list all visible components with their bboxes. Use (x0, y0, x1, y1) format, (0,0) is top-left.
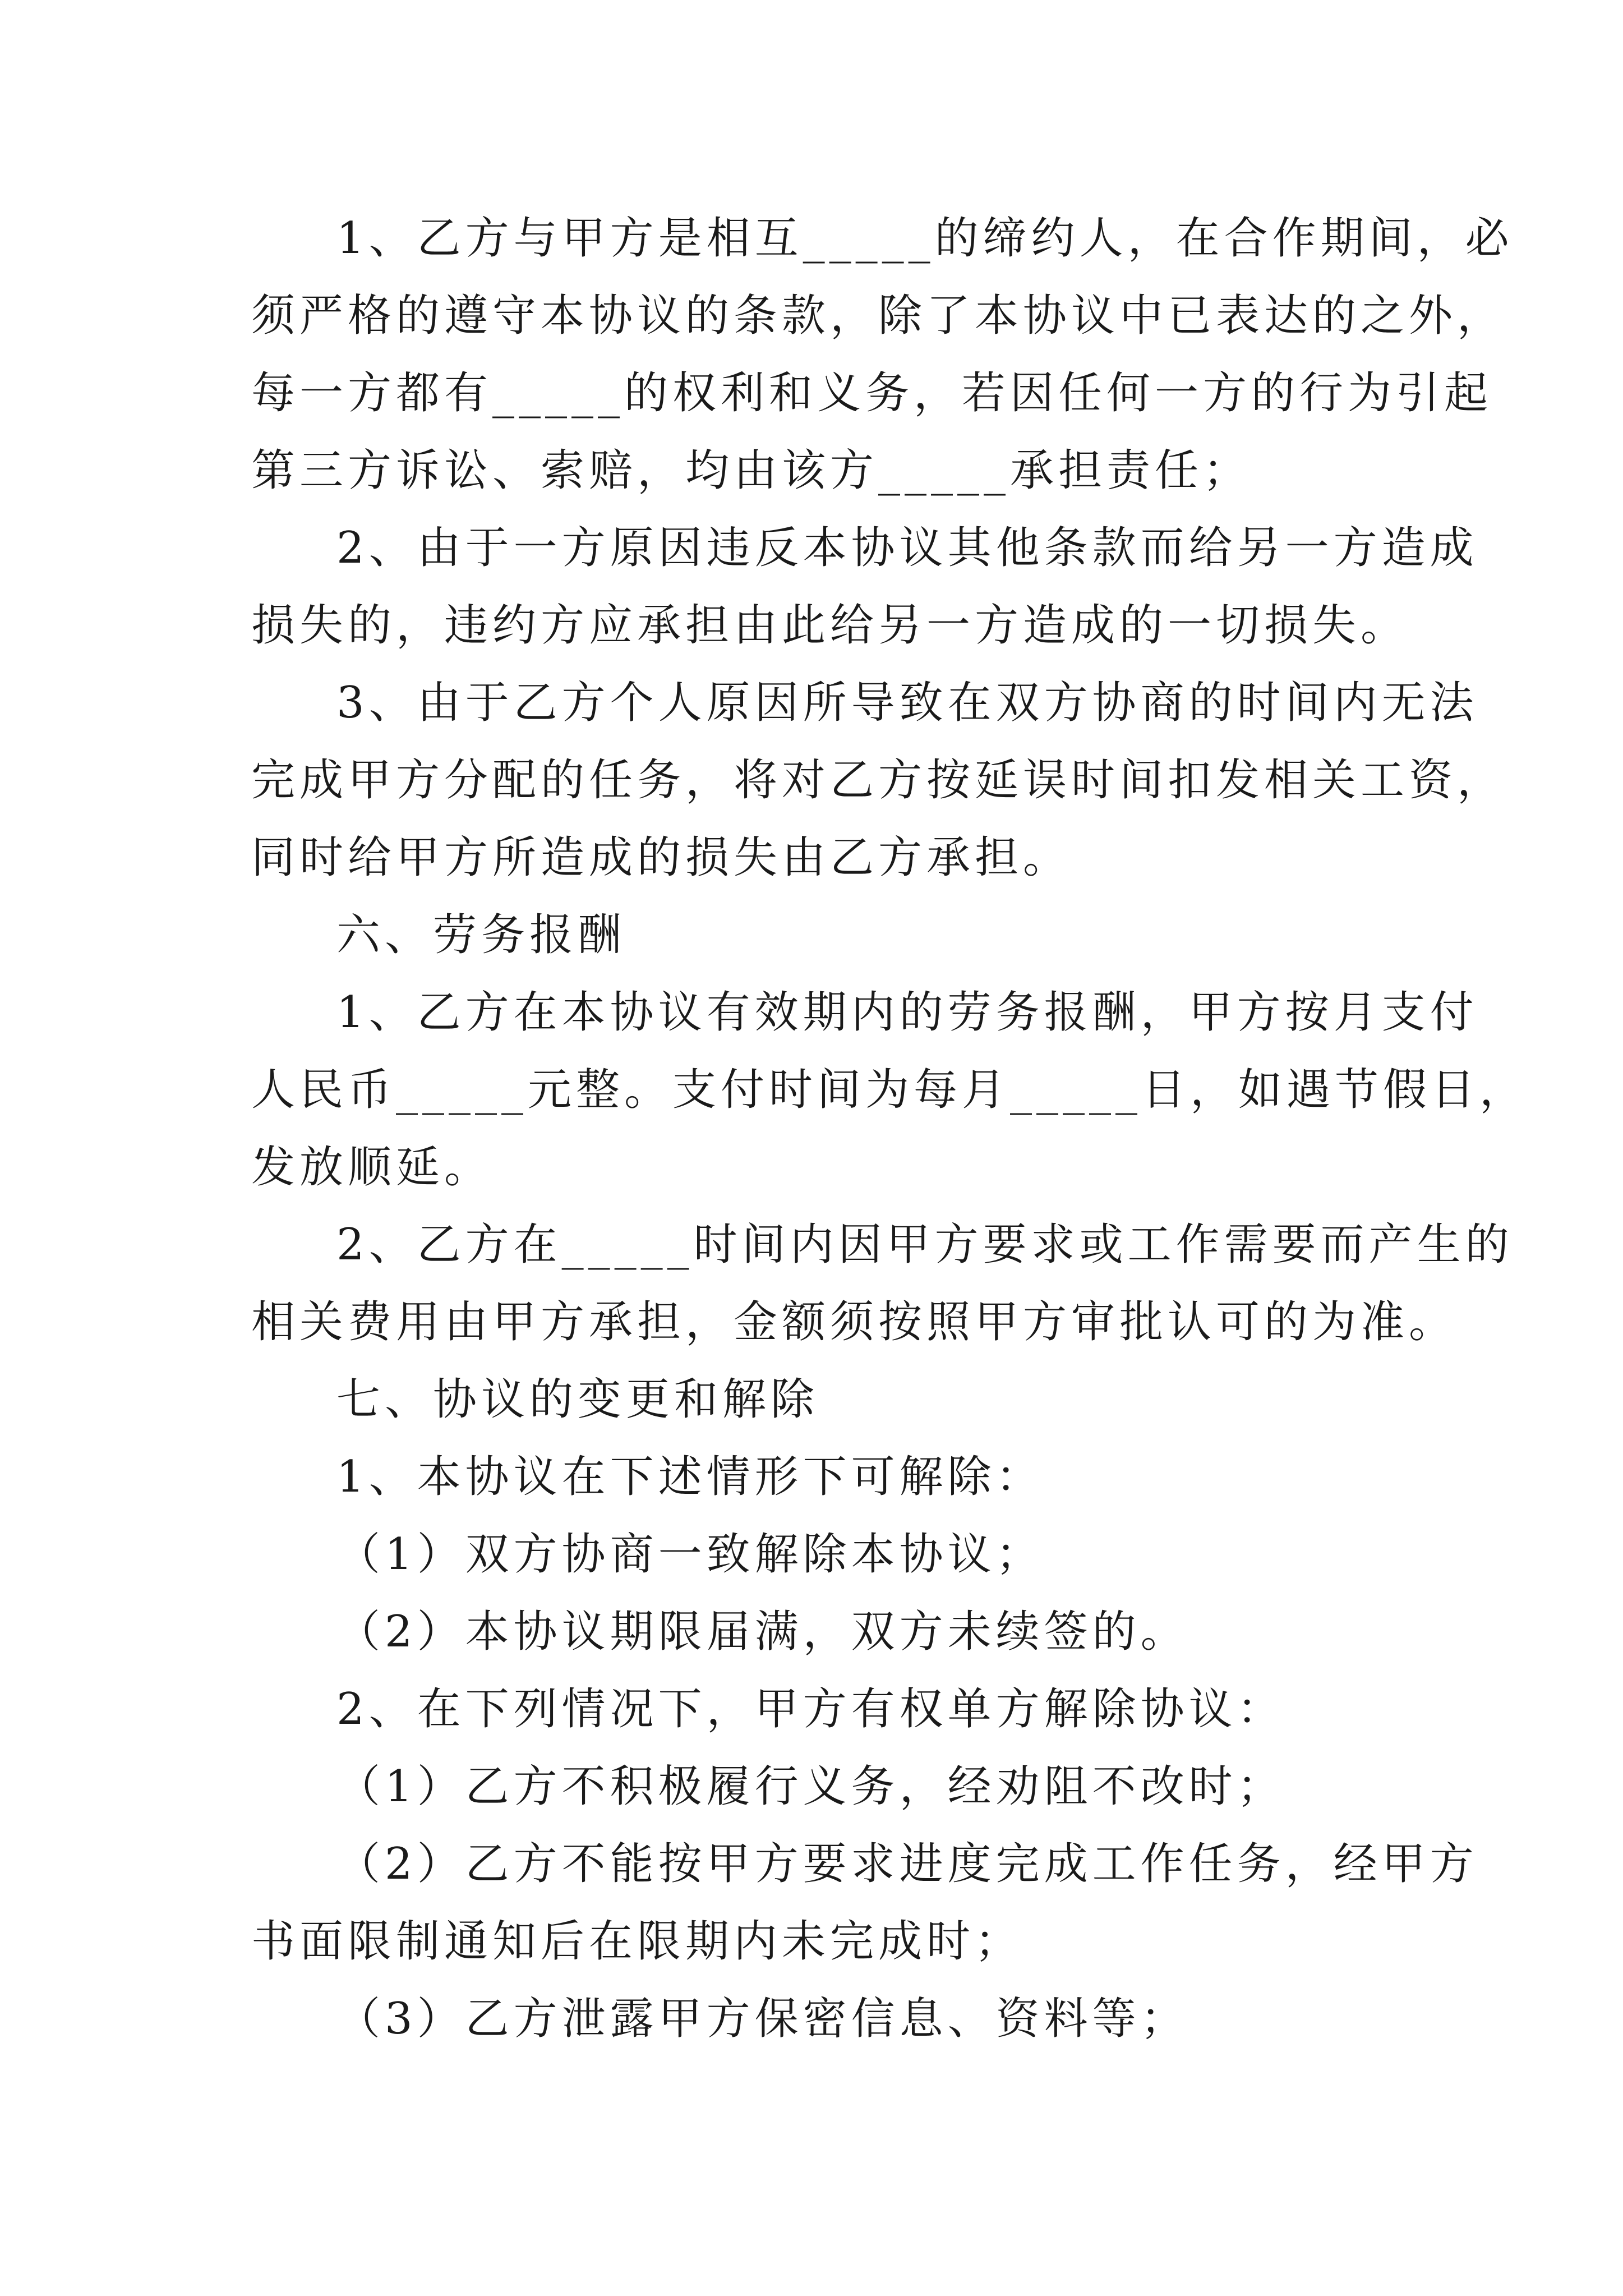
clause-5-3-line-3: 同时给甲方所造成的损失由乙方承担。 (251, 832, 1072, 883)
clause-6-1-line-2: 人民币_____元整。支付时间为每月_____日，如遇节假日， (251, 1065, 1528, 1115)
clause-7-1-item-1: （1）双方协商一致解除本协议； (336, 1529, 1044, 1580)
clause-7-2-item-2-line-1: （2）乙方不能按甲方要求进度完成工作任务，经甲方 (336, 1839, 1478, 1889)
clause-6-1-line-3: 发放顺延。 (251, 1142, 493, 1193)
clause-6-2-line-2: 相关费用由甲方承担，金额须按照甲方审批认可的为准。 (251, 1297, 1458, 1347)
clause-5-2-line-2: 损失的，违约方应承担由此给另一方造成的一切损失。 (251, 600, 1409, 651)
clause-7-2-item-1: （1）乙方不积极履行义务，经劝阻不改时； (336, 1761, 1285, 1812)
clause-5-3-line-1: 3、由于乙方个人原因所导致在双方协商的时间内无法 (336, 678, 1478, 728)
clause-7-1: 1、本协议在下述情形下可解除： (336, 1452, 1044, 1502)
clause-7-2-item-2-line-2: 书面限制通知后在限期内未完成时； (251, 1916, 1023, 1967)
clause-5-1-line-4: 第三方诉讼、索赔，均由该方_____承担责任； (251, 445, 1252, 496)
clause-5-2-line-1: 2、由于一方原因违反本协议其他条款而给另一方造成 (336, 523, 1478, 573)
clause-7-1-item-2: （2）本协议期限届满，双方未续签的。 (336, 1607, 1189, 1657)
clause-7-2-item-3: （3）乙方泄露甲方保密信息、资料等； (336, 1994, 1189, 2044)
clause-6-1-line-1: 1、乙方在本协议有效期内的劳务报酬，甲方按月支付 (336, 987, 1478, 1038)
clause-7-2: 2、在下列情况下，甲方有权单方解除协议： (336, 1684, 1285, 1734)
clause-5-1-line-2: 须严格的遵守本协议的条款，除了本协议中已表达的之外， (251, 291, 1506, 341)
clause-5-1-line-1: 1、乙方与甲方是相互_____的缔约人，在合作期间，必 (336, 213, 1514, 264)
clause-5-3-line-2: 完成甲方分配的任务，将对乙方按延误时间扣发相关工资， (251, 755, 1506, 806)
section-7-heading: 七、协议的变更和解除 (336, 1374, 819, 1425)
clause-6-2-line-1: 2、乙方在_____时间内因甲方要求或工作需要而产生的 (336, 1220, 1514, 1270)
section-6-heading: 六、劳务报酬 (336, 910, 626, 960)
clause-5-1-line-3: 每一方都有_____的权利和义务，若因任何一方的行为引起 (251, 368, 1493, 418)
